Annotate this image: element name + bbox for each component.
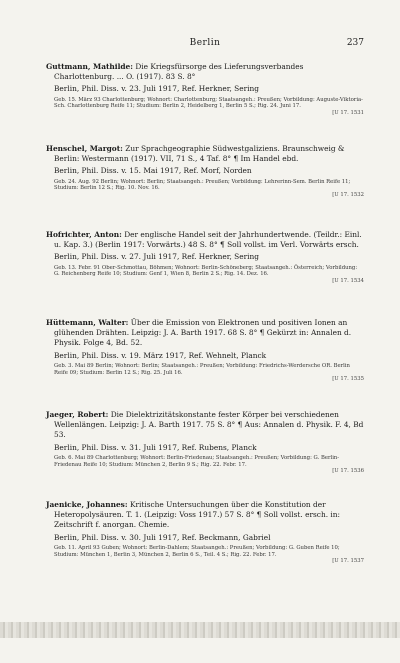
work-title: Der englische Handel seit der Jahrhundertwende. (Teildr.: Einl. u. Kap. 3.) (Berlin 1917: Vorwärts.) 48 S. 8° ¶ Soll vollst. im Verl. Vorwärts ersch. — [54, 230, 362, 250]
bibliography-entry — [46, 410, 364, 475]
entry-citation — [46, 62, 364, 82]
entry-citation — [46, 500, 364, 531]
bibliography-entry — [46, 500, 364, 565]
biographical-note: Geb. 3. Mai 89 Berlin; Wohnort: Berlin; Staatsangeh.: Preußen; Vorbildung: Friedrichs-Werdersche OR. Berlin Reife 09; Studium: Berlin 12 S.; Rig. 25. Juli 16. — [54, 362, 350, 376]
dissertation-info: Berlin, Phil. Diss. v. 31. Juli 1917, Ref. Rubens, Planck — [54, 442, 257, 452]
work-title: Zur Sprachgeographie Südwestgaliziens. Braunschweig & Berlin: Westermann (1917). VII, 71 S., 4 Taf. 8° ¶ Im Handel ebd. — [54, 144, 345, 164]
catalog-number: [U 17. 1536 — [332, 468, 364, 475]
bibliography-entry — [46, 318, 364, 383]
author-name: Henschel, Margot: — [46, 144, 123, 153]
work-title: Die Kriegsfürsorge des Lieferungsverbandes Charlottenburg. ... O. (1917). 83 S. 8° — [54, 62, 304, 82]
biographical-note: Geb. 6. Mai 89 Charlottenburg; Wohnort: Berlin-Friedenau; Staatsangeh.: Preußen; Vorbildung: G. Berlin-Friedenau Reife 10; Studium: München 2, Berlin 9 S.; Rig. 22. Febr. 17. — [54, 454, 340, 468]
page-header — [46, 38, 364, 52]
dissertation-info: Berlin, Phil. Diss. v. 15. Mai 1917, Ref. Morf, Norden — [54, 166, 252, 176]
bibliography-entry — [46, 230, 364, 285]
work-title: Über die Emission von Elektronen und positiven Ionen an glühenden Drähten. Leipzig: J. A. Barth 1917. 68 S. 8° ¶ Gekürzt in: Annalen d. Physik. Folge 4, Bd. 52. — [54, 318, 352, 348]
biographical-note: Geb. 13. Febr. 91 Ober-Schmottau, Böhmen; Wohnort: Berlin-Schöneberg; Staatsangeh.: Österreich; Vorbildung: G. Reichenberg Reife 10; Studium: Genf 1, Wien 8, Berlin 2 S.; Rig. 14. Dez. 16. — [54, 264, 358, 278]
catalog-number: [U 17. 1535 — [332, 376, 364, 383]
entry-citation — [46, 410, 364, 441]
author-name: Hofrichter, Anton: — [46, 230, 122, 239]
work-title: Die Dielektrizitätskonstante fester Körper bei verschiedenen Wellenlängen. Leipzig: J. A. Barth 1917. 75 S. 8° ¶ Aus: Annalen d. Physik. F. 4, Bd 53. — [54, 410, 364, 440]
work-title: Kritische Untersuchungen über die Konstitution der Heteropolysäuren. T. 1. (Leipzig: Voss 1917.) 57 S. 8° ¶ Soll vollst. ersch. in: Zeitschrift f. anorgan. Chemie. — [54, 500, 341, 530]
biographical-note: Geb. 11. April 93 Guben; Wohnort: Berlin-Dahlem; Staatsangeh.: Preußen; Vorbildung: G. Guben Reife 10; Studium: München 1, Berlin 3, München 2, Berlin 6 S., Teil. 4 S.; Rig. 22. Febr. 17. — [54, 544, 340, 558]
entry-citation — [46, 144, 364, 164]
author-name: Jaenicke, Johannes: — [46, 500, 128, 509]
catalog-number: [U 17. 1532 — [332, 192, 364, 199]
biographical-note: Geb. 15. März 93 Charlottenburg; Wohnort: Charlottenburg; Staatsangeh.: Preußen; Vorbildung: Auguste-Viktoria-Sch. Charlottenburg Reife 11; Studium: Berlin 2, Heidelberg 1, Berlin 5 S.; Rig. 24. Juni 17. — [54, 96, 363, 110]
author-name: Jaeger, Robert: — [46, 410, 109, 419]
page-number: 237 — [346, 38, 364, 48]
page-edge-shading — [0, 622, 400, 638]
author-name: Guttmann, Mathilde: — [46, 62, 133, 71]
bibliography-entry — [46, 144, 364, 199]
entry-citation — [46, 230, 364, 250]
dissertation-info: Berlin, Phil. Diss. v. 23. Juli 1917, Ref. Herkner, Sering — [54, 84, 259, 94]
dissertation-info: Berlin, Phil. Diss. v. 30. Juli 1917, Ref. Beckmann, Gabriel — [54, 532, 271, 542]
catalog-number: [U 17. 1531 — [332, 110, 364, 117]
biographical-note: Geb. 24. Aug. 92 Berlin; Wohnort: Berlin; Staatsangeh.: Preußen; Vorbildung: Lehrerinn-Sem. Berlin Reife 11; Studium: Berlin 12 S.; Rig. 10. Nov. 16. — [54, 178, 351, 192]
entry-citation — [46, 318, 364, 349]
running-head-city: Berlin — [189, 38, 221, 48]
author-name: Hüttemann, Walter: — [46, 318, 129, 327]
catalog-number: [U 17. 1537 — [332, 558, 364, 565]
dissertation-info: Berlin, Phil. Diss. v. 19. März 1917, Ref. Wehnelt, Planck — [54, 350, 267, 360]
bibliography-entry — [46, 62, 364, 117]
dissertation-info: Berlin, Phil. Diss. v. 27. Juli 1917, Ref. Herkner, Sering — [54, 252, 259, 262]
catalog-number: [U 17. 1534 — [332, 278, 364, 285]
